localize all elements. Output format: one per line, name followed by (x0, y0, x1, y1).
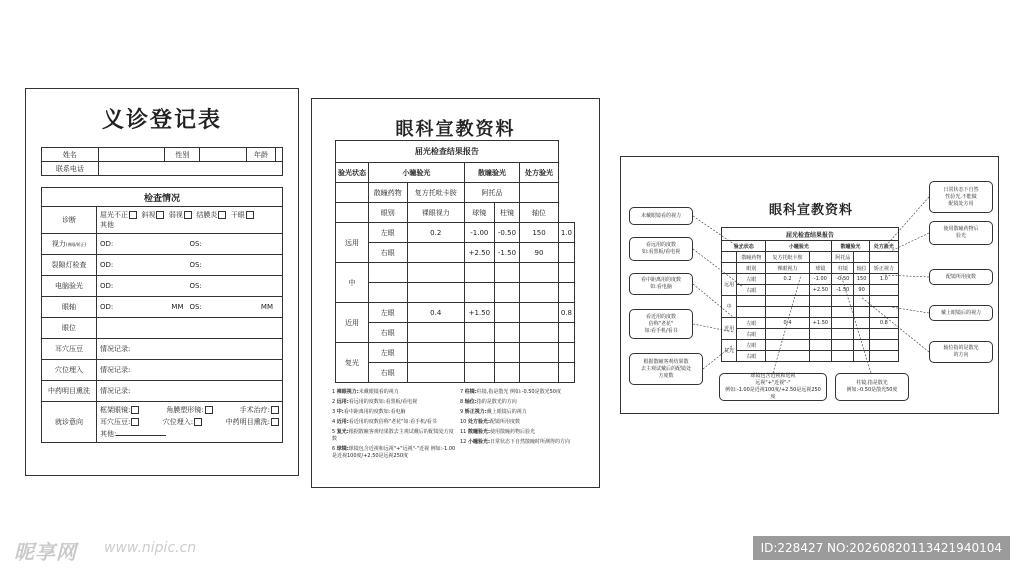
intent-checkbox[interactable] (131, 418, 139, 426)
watermark-url: www.nipic.cn (104, 540, 197, 556)
value-cell: +1.50 (809, 318, 832, 329)
value-cell (407, 343, 464, 363)
value-cell: -1.50 (832, 285, 854, 296)
watermark-logo: 昵享网 (14, 540, 77, 564)
value-cell (869, 307, 898, 318)
annotated-title: 眼科宣教资料 (768, 203, 853, 218)
eye-label (737, 307, 766, 318)
eye-label: 右眼 (737, 285, 766, 296)
section-label: 近用 (722, 318, 737, 340)
eye-label: 右眼 (737, 351, 766, 362)
image-id-label: ID:228427 NO:20260820113421940104 (753, 536, 1010, 560)
value-cell (854, 307, 869, 318)
value-cell (854, 351, 869, 362)
value-cell (558, 323, 574, 343)
value-cell (766, 307, 809, 318)
value-cell (854, 329, 869, 340)
col-header: 眼别 (369, 203, 408, 223)
note-term: 中: (336, 409, 344, 415)
diag-checkbox[interactable] (184, 211, 192, 219)
callout-right: 日常状态下自然 性验光,不能做 配镜处方用 (929, 181, 993, 213)
mini-col-header: 轴位 (854, 263, 869, 274)
note-item (460, 389, 584, 396)
diag-other-label: 其他 (100, 221, 114, 229)
value-cell (407, 283, 464, 303)
note-number: 3 (332, 409, 336, 415)
note-item (332, 429, 456, 443)
value-cell (407, 243, 464, 263)
callout-left: 看远用的度数 如:看黑板/看电视 (629, 237, 693, 261)
mini-drug-cell: 阿托品 (832, 252, 854, 263)
value-cell (809, 329, 832, 340)
mini-report-header: 验光状态 (722, 241, 766, 252)
report-header: 散瞳验光 (464, 163, 519, 183)
gender-label: 性别 (165, 148, 200, 162)
value-cell (832, 296, 854, 307)
diag-checkbox[interactable] (218, 211, 226, 219)
callout-right: 轴位指的是散光 的方向 (929, 341, 993, 363)
note-number: 5 (332, 429, 336, 435)
report-title: 屈光检查结果报告 (336, 141, 559, 163)
value-cell (766, 285, 809, 296)
intent-checkbox[interactable] (271, 406, 279, 414)
callout-bottom-left: 球镜包含近视和远视 远视"+"近视"-" 例如:-1.00是近视100度/+2.50是远视250度 (719, 373, 827, 401)
mini-drug-cell: 散瞳药物 (737, 252, 766, 263)
callout-right: 戴上眼镜后的视力 (929, 305, 993, 321)
value-cell (766, 340, 809, 351)
value-cell (809, 307, 832, 318)
note-number: 12 (460, 439, 467, 445)
section-label: 中 (722, 296, 737, 318)
section-label: 远用 (336, 223, 369, 263)
value-cell (494, 263, 519, 283)
age-field[interactable] (276, 148, 283, 162)
diag-checkbox[interactable] (129, 211, 137, 219)
report-header: 处方验光 (520, 163, 559, 183)
value-cell (520, 283, 559, 303)
value-cell: +1.50 (464, 303, 494, 323)
eye-label: 右眼 (369, 323, 408, 343)
value-cell (464, 323, 494, 343)
note-item (332, 399, 456, 406)
callout-right: 使用散瞳药物后 验光 (929, 221, 993, 245)
phone-field[interactable] (98, 162, 282, 176)
value-cell (464, 363, 494, 383)
value-cell: 0.2 (407, 223, 464, 243)
value-cell: +2.50 (464, 243, 494, 263)
value-cell (520, 363, 559, 383)
callout-left: 看近用的度数 俗称"老花" 如:看手机/看书 (629, 309, 693, 339)
value-cell (766, 296, 809, 307)
note-term: 小瞳验光: (467, 439, 490, 445)
acupoint-label: 穴位埋入 (42, 360, 97, 381)
axial-length-row[interactable]: OD: MM OS: MM (97, 297, 283, 318)
note-number: 9 (460, 409, 464, 415)
value-cell (494, 323, 519, 343)
diag-checkbox[interactable] (246, 211, 254, 219)
eye-position-field[interactable] (97, 318, 283, 339)
education-title: 眼科宣教资料 (395, 119, 516, 140)
eye-label: 右眼 (369, 363, 408, 383)
intent-checkbox[interactable] (194, 418, 202, 426)
herbal-label: 中药明目熏洗 (42, 381, 97, 402)
value-cell (558, 363, 574, 383)
eye-position-label: 眼位 (42, 318, 97, 339)
value-cell (809, 351, 832, 362)
value-cell (869, 340, 898, 351)
mini-report-header: 散瞳验光 (832, 241, 870, 252)
value-cell (520, 323, 559, 343)
value-cell: -0.50 (494, 223, 519, 243)
eye-label (737, 296, 766, 307)
note-text: 未戴眼镜看的视力 (358, 389, 399, 395)
value-cell (832, 351, 854, 362)
note-term: 矫正视力: (464, 409, 487, 415)
mini-col-header: 裸眼视力 (766, 263, 809, 274)
value-cell: 150 (854, 274, 869, 285)
diag-option: 结膜炎 (196, 211, 218, 219)
mini-drug-cell (809, 252, 832, 263)
value-cell (869, 351, 898, 362)
acupoint-record[interactable]: 情况记录: (97, 360, 283, 381)
drug-value: 阿托品 (464, 183, 519, 203)
intent-checkbox[interactable] (271, 418, 279, 426)
axial-length-label: 眼轴 (42, 297, 97, 318)
col-header: 柱镜 (494, 203, 519, 223)
note-term: 散瞳验光: (467, 429, 490, 435)
note-item (332, 409, 456, 416)
diag-option: 弱视 (168, 211, 183, 219)
name-label: 姓名 (42, 148, 99, 162)
diag-checkbox[interactable] (156, 211, 164, 219)
note-number: 1 (332, 389, 336, 395)
note-term: 柱镜: (464, 389, 477, 395)
slit-lamp-row[interactable]: OD: OS: (97, 255, 283, 276)
report-header: 验光状态 (336, 163, 369, 183)
eye-label (369, 283, 408, 303)
value-cell (558, 283, 574, 303)
mini-drug-cell: 复方托吡卡胺 (766, 252, 809, 263)
value-cell (832, 340, 854, 351)
exam-section-title: 检查情况 (42, 188, 283, 207)
note-term: 处方验光: (467, 419, 490, 425)
value-cell (869, 329, 898, 340)
note-item (332, 446, 456, 460)
value-cell (520, 343, 559, 363)
ear-acupressure-label: 耳穴压豆 (42, 339, 97, 360)
callout-bottom-right: 柱镜,指是散光 例如:-0.50是散光50度 (835, 373, 909, 401)
eye-label: 右眼 (737, 329, 766, 340)
mini-drug-cell (722, 252, 737, 263)
note-text: 球镜包含近视和远视"+"远视"-"近视 例如:-1.00是近视100度/+2.50是远视250度 (332, 446, 456, 459)
value-cell: 1.0 (869, 274, 898, 285)
value-cell (494, 283, 519, 303)
gender-field[interactable] (200, 148, 247, 162)
note-item (460, 429, 584, 436)
value-cell (809, 296, 832, 307)
eye-label: 左眼 (369, 223, 408, 243)
mini-col-header: 球镜 (809, 263, 832, 274)
intent-other[interactable]: 其他: (100, 428, 279, 440)
herbal-record[interactable]: 情况记录: (97, 381, 283, 402)
section-label: 远用 (722, 274, 737, 296)
refraction-label: 电脑验光 (42, 276, 97, 297)
value-cell (494, 343, 519, 363)
value-cell (558, 343, 574, 363)
value-cell (407, 263, 464, 283)
eye-label (369, 263, 408, 283)
note-text: 戴上眼镜后的视力 (486, 409, 527, 415)
value-cell (520, 303, 559, 323)
vision-label: 视力(裸眼/矫正) (42, 234, 97, 255)
note-item (460, 399, 584, 406)
mini-drug-cell (869, 252, 898, 263)
exam-table (41, 187, 283, 443)
mini-report-header: 处方验光 (869, 241, 898, 252)
note-term: 近用: (336, 419, 349, 425)
diag-option: 干眼 (230, 211, 245, 219)
value-cell (464, 263, 494, 283)
value-cell (766, 329, 809, 340)
registration-form-sheet (25, 88, 299, 476)
name-field[interactable] (98, 148, 165, 162)
note-item (332, 419, 456, 426)
intent-options: 框架眼镜: 角膜塑形镜: 手术治疗: 耳穴压豆: 穴位埋入: 中药明目熏洗: 其他: (97, 402, 283, 443)
note-term: 裸眼视力: (336, 389, 359, 395)
vision-row[interactable]: OD: OS: (97, 234, 283, 255)
value-cell (520, 263, 559, 283)
value-cell (832, 307, 854, 318)
note-item (460, 409, 584, 416)
section-label: 近用 (336, 303, 369, 343)
value-cell (494, 363, 519, 383)
note-text: 日常状态下自然散瞳时所测得的方向 (489, 439, 570, 445)
intent-label: 就诊意向 (42, 402, 97, 443)
value-cell (854, 340, 869, 351)
drug-label: 散瞳药物 (369, 183, 408, 203)
value-cell: 0.8 (869, 318, 898, 329)
mini-blank (722, 263, 737, 274)
section-label: 中 (336, 263, 369, 303)
diagnosis-options (97, 207, 283, 234)
age-label: 年龄 (247, 148, 276, 162)
refraction-report-table (335, 140, 575, 383)
note-term: 球镜: (336, 446, 349, 452)
intent-checkbox[interactable] (131, 406, 139, 414)
education-sheet (311, 98, 600, 488)
note-text: 指的是散光的方向 (476, 399, 517, 405)
note-number: 6 (332, 446, 336, 452)
note-item (460, 439, 584, 446)
note-text: 看中距离用的度数如:看电脑 (343, 409, 406, 415)
value-cell (869, 296, 898, 307)
drug-value: 复方托吡卡胺 (407, 183, 464, 203)
eye-label: 左眼 (737, 274, 766, 285)
value-cell (854, 318, 869, 329)
value-cell (558, 263, 574, 283)
diag-option: 屈光不正 (100, 211, 128, 219)
value-cell: 0.4 (407, 303, 464, 323)
eye-label: 左眼 (369, 303, 408, 323)
diag-option: 斜视 (141, 211, 156, 219)
mini-col-header: 矫正视力 (869, 263, 898, 274)
mini-col-header: 眼别 (737, 263, 766, 274)
note-item (332, 389, 456, 396)
note-item (460, 419, 584, 426)
annotated-education-sheet (620, 156, 999, 414)
value-cell: -1.00 (464, 223, 494, 243)
value-cell (494, 303, 519, 323)
eye-label: 左眼 (737, 318, 766, 329)
vision-note: (裸眼/矫正) (65, 242, 87, 247)
value-cell: 0.2 (766, 274, 809, 285)
value-cell (832, 318, 854, 329)
value-cell (558, 243, 574, 263)
mini-report-title: 屈光检查结果报告 (722, 228, 899, 241)
note-number: 8 (460, 399, 464, 405)
eye-label: 左眼 (737, 340, 766, 351)
note-number: 7 (460, 389, 464, 395)
value-cell: -0.50 (832, 274, 854, 285)
note-term: 轴位: (464, 399, 477, 405)
value-cell (464, 343, 494, 363)
slit-lamp-label: 裂隙灯检查 (42, 255, 97, 276)
note-text: 配镜所用度数 (489, 419, 520, 425)
section-label: 复光 (336, 343, 369, 383)
refraction-row[interactable]: OD: OS: (97, 276, 283, 297)
callout-left: 未戴眼镜看的视力 (629, 207, 693, 225)
mini-report-table (721, 227, 899, 362)
note-text: 柱镜,指是散光 例如:-0.50是散光50度 (476, 389, 561, 395)
value-cell: +2.50 (809, 285, 832, 296)
mini-drug-cell (854, 252, 869, 263)
phone-label: 联系电话 (42, 162, 99, 176)
note-text: 根据散瞳客观结果散去主观试戴后的配镜处方度数 (332, 429, 454, 442)
value-cell (832, 329, 854, 340)
col-header: 球镜 (464, 203, 494, 223)
eye-label: 左眼 (369, 343, 408, 363)
value-cell (766, 351, 809, 362)
note-text: 使用散瞳药物后验光 (489, 429, 535, 435)
callout-right: 配镜所用度数 (929, 269, 993, 285)
value-cell (809, 340, 832, 351)
ear-acupressure-record[interactable]: 情况记录: (97, 339, 283, 360)
value-cell (407, 323, 464, 343)
value-cell (854, 296, 869, 307)
callout-left: 看中距离用的度数 如:看电脑 (629, 273, 693, 295)
mini-report-header: 小瞳验光 (766, 241, 832, 252)
value-cell (464, 283, 494, 303)
note-number: 11 (460, 429, 467, 435)
value-cell: -1.00 (809, 274, 832, 285)
diagnosis-label: 诊断 (42, 207, 97, 234)
note-text: 看近用的度数俗称"老花"如:看手机/看书 (348, 419, 437, 425)
note-text: 看远用的度数如:看黑板/看电视 (348, 399, 418, 405)
value-cell (869, 285, 898, 296)
note-number: 10 (460, 419, 467, 425)
col-header: 轴位 (520, 203, 559, 223)
value-cell: 1.0 (558, 223, 574, 243)
note-number: 2 (332, 399, 336, 405)
report-header: 小瞳验光 (369, 163, 465, 183)
callout-left: 根据散瞳客观结果散 去主观试戴后的配镜处 方度数 (629, 353, 703, 385)
form-title: 义诊登记表 (101, 107, 222, 133)
value-cell: 0.4 (766, 318, 809, 329)
value-cell: 150 (520, 223, 559, 243)
section-label: 复光 (722, 340, 737, 362)
value-cell: 90 (520, 243, 559, 263)
value-cell: 0.8 (558, 303, 574, 323)
note-term: 远用: (336, 399, 349, 405)
note-number: 4 (332, 419, 336, 425)
col-header: 裸眼视力 (407, 203, 464, 223)
note-term: 复光: (336, 429, 349, 435)
intent-checkbox[interactable] (205, 406, 213, 414)
value-cell: -1.50 (494, 243, 519, 263)
value-cell (407, 363, 464, 383)
eye-label: 右眼 (369, 243, 408, 263)
value-cell: 90 (854, 285, 869, 296)
personal-info-table (41, 147, 283, 176)
mini-col-header: 柱镜 (832, 263, 854, 274)
